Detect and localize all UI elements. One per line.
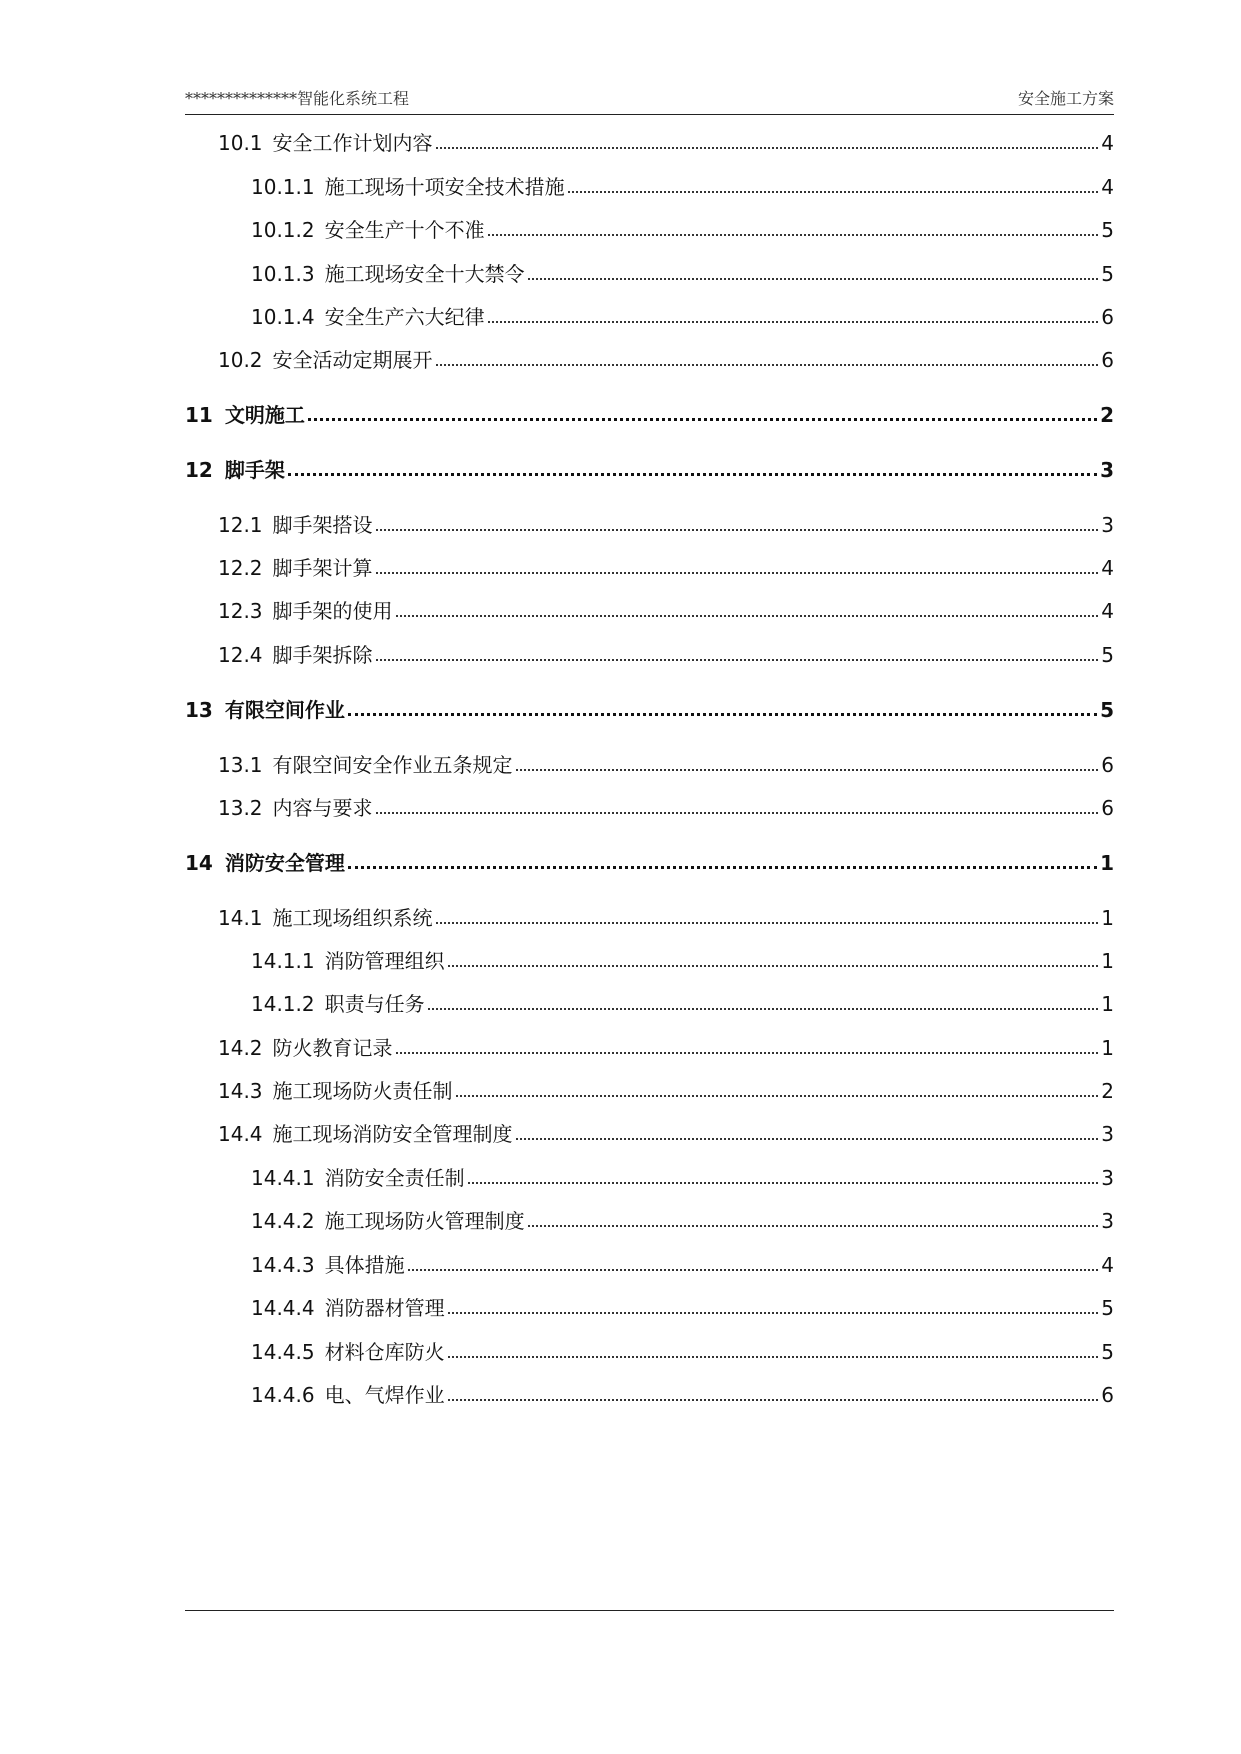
toc-entry-page: 5 [1100,698,1114,722]
toc-dot-leader [516,1137,1099,1140]
toc-entry-title: 脚手架的使用 [272,599,393,623]
toc-dot-leader [396,1051,1099,1054]
toc-entry[interactable] [251,1378,1114,1408]
toc-entry[interactable] [218,343,1114,373]
toc-entry-page: 3 [1101,1209,1114,1233]
toc-entry-number: 10.1.3 [251,262,315,286]
toc-entry-number: 14.4.1 [251,1166,315,1190]
toc-entry-page: 6 [1101,753,1114,777]
toc-entry[interactable] [218,748,1114,778]
toc-entry-page: 2 [1100,403,1114,427]
toc-entry-number: 12.2 [218,556,263,580]
toc-entry-title: 安全工作计划内容 [272,131,433,155]
toc-entry-title: 安全生产十个不准 [324,218,485,242]
toc-entry-page: 5 [1101,1340,1114,1364]
toc-entry[interactable] [218,1031,1114,1061]
page-header [185,88,1114,115]
toc-entry-number: 12.4 [218,643,263,667]
toc-entry-page: 3 [1100,458,1114,482]
toc-entry-number: 14.4.6 [251,1383,315,1407]
toc-entry-number: 14.2 [218,1036,263,1060]
toc-entry-number: 10.1.2 [251,218,315,242]
toc-entry[interactable] [251,1291,1114,1321]
toc-dot-leader [488,320,1099,323]
toc-dot-leader [376,811,1099,814]
toc-entry[interactable] [251,257,1114,287]
toc-dot-leader [448,1311,1099,1314]
toc-entry-title: 安全活动定期展开 [272,348,433,372]
toc-entry[interactable] [251,1248,1114,1278]
toc-dot-leader [528,277,1099,280]
toc-entry-title: 消防器材管理 [324,1296,445,1320]
toc-entry-page: 3 [1101,513,1114,537]
toc-entry[interactable] [251,300,1114,330]
toc-entry-page: 4 [1101,599,1114,623]
toc-entry-number: 12.1 [218,513,263,537]
toc-entry-page: 1 [1101,1036,1114,1060]
toc-dot-leader [448,1398,1099,1401]
toc-entry-number: 11 [185,403,213,427]
toc-entry-number: 13.1 [218,753,263,777]
toc-entry-title: 材料仓库防火 [324,1340,445,1364]
toc-entry[interactable] [251,170,1114,200]
toc-entry-title: 施工现场组织系统 [272,906,433,930]
toc-entry-title: 消防安全责任制 [324,1166,465,1190]
toc-entry-page: 5 [1101,643,1114,667]
toc-entry[interactable] [251,1161,1114,1191]
toc-entry[interactable] [218,901,1114,931]
toc-entry-page: 1 [1100,851,1114,875]
toc-entry-title: 施工现场十项安全技术措施 [324,175,565,199]
toc-entry-page: 1 [1101,949,1114,973]
toc-entry-page: 6 [1101,305,1114,329]
toc-dot-leader [288,472,1097,476]
toc-entry-number: 14.1.1 [251,949,315,973]
toc-entry[interactable] [218,594,1114,624]
toc-entry-title: 脚手架 [224,458,285,482]
toc-entry-title: 具体措施 [324,1253,405,1277]
header-project-name: **************智能化系统工程 [185,89,410,108]
toc-entry-number: 14.4.3 [251,1253,315,1277]
toc-dot-leader [516,768,1099,771]
toc-dot-leader [376,528,1099,531]
toc-entry[interactable] [218,551,1114,581]
toc-entry-title: 有限空间安全作业五条规定 [272,753,513,777]
toc-entry-page: 1 [1101,992,1114,1016]
toc-entry-title: 施工现场消防安全管理制度 [272,1122,513,1146]
toc-dot-leader [308,417,1097,421]
toc-entry-page: 4 [1101,175,1114,199]
toc-entry-title: 施工现场防火责任制 [272,1079,453,1103]
toc-entry-page: 2 [1101,1079,1114,1103]
toc-entry-title: 消防安全管理 [224,851,345,875]
toc-entry-title: 电、气焊作业 [324,1383,445,1407]
toc-entry[interactable] [218,638,1114,668]
toc-entry-number: 14.1 [218,906,263,930]
toc-dot-leader [448,1355,1099,1358]
toc-entry-number: 10.1.4 [251,305,315,329]
toc-dot-leader [348,865,1097,869]
toc-entry-title: 职责与任务 [324,992,425,1016]
toc-entry-title: 施工现场防火管理制度 [324,1209,525,1233]
toc-entry-number: 12.3 [218,599,263,623]
toc-entry-title: 防火教育记录 [272,1036,393,1060]
toc-entry[interactable] [251,944,1114,974]
toc-entry-title: 施工现场安全十大禁令 [324,262,525,286]
toc-entry-page: 3 [1101,1166,1114,1190]
toc-entry[interactable] [251,213,1114,243]
toc-entry-number: 12 [185,458,213,482]
toc-entry-page: 6 [1101,796,1114,820]
toc-dot-leader [448,964,1099,967]
toc-entry-number: 14.4 [218,1122,263,1146]
toc-entry-title: 文明施工 [224,403,305,427]
toc-dot-leader [436,921,1099,924]
toc-entry-number: 14.4.4 [251,1296,315,1320]
toc-entry-page: 3 [1101,1122,1114,1146]
footer-divider [185,1610,1114,1611]
toc-entry-page: 5 [1101,1296,1114,1320]
toc-dot-leader [528,1224,1099,1227]
toc-entry[interactable] [218,1117,1114,1147]
toc-entry-page: 5 [1101,218,1114,242]
toc-dot-leader [396,614,1099,617]
toc-entry-number: 14.3 [218,1079,263,1103]
toc-entry[interactable] [185,693,1114,723]
toc-entry-number: 10.1.1 [251,175,315,199]
toc-entry[interactable] [185,846,1114,876]
toc-entry[interactable] [218,126,1114,156]
toc-entry-number: 10.2 [218,348,263,372]
toc-entry[interactable] [185,453,1114,483]
toc-dot-leader [456,1094,1099,1097]
toc-entry[interactable] [251,1335,1114,1365]
toc-entry-page: 6 [1101,1383,1114,1407]
toc-dot-leader [488,233,1099,236]
toc-entry-title: 安全生产六大纪律 [324,305,485,329]
toc-entry-number: 14.1.2 [251,992,315,1016]
toc-entry-page: 4 [1101,131,1114,155]
toc-entry-number: 13 [185,698,213,722]
toc-entry-number: 10.1 [218,131,263,155]
toc-dot-leader [436,363,1099,366]
toc-entry[interactable] [218,791,1114,821]
toc-entry-title: 有限空间作业 [224,698,345,722]
toc-entry-page: 1 [1101,906,1114,930]
toc-entry-title: 脚手架计算 [272,556,373,580]
toc-entry-number: 14.4.2 [251,1209,315,1233]
toc-entry-number: 14 [185,851,213,875]
toc-entry[interactable] [251,987,1114,1017]
toc-entry-title: 内容与要求 [272,796,373,820]
toc-entry-number: 14.4.5 [251,1340,315,1364]
toc-dot-leader [348,712,1097,716]
toc-dot-leader [376,658,1099,661]
toc-entry-page: 6 [1101,348,1114,372]
toc-dot-leader [468,1181,1099,1184]
header-document-title: 安全施工方案 [1017,89,1114,108]
toc-entry-page: 5 [1101,262,1114,286]
toc-entry-title: 脚手架拆除 [272,643,373,667]
toc-entry[interactable] [251,1204,1114,1234]
toc-entry[interactable] [185,398,1114,428]
toc-dot-leader [568,190,1099,193]
toc-dot-leader [376,571,1099,574]
toc-entry-page: 4 [1101,1253,1114,1277]
toc-dot-leader [408,1268,1099,1271]
toc-entry-title: 脚手架搭设 [272,513,373,537]
toc-dot-leader [436,146,1099,149]
toc-entry[interactable] [218,1074,1114,1104]
toc-dot-leader [428,1007,1099,1010]
toc-entry-number: 13.2 [218,796,263,820]
toc-entry-title: 消防管理组织 [324,949,445,973]
toc-entry[interactable] [218,508,1114,538]
toc-entry-page: 4 [1101,556,1114,580]
